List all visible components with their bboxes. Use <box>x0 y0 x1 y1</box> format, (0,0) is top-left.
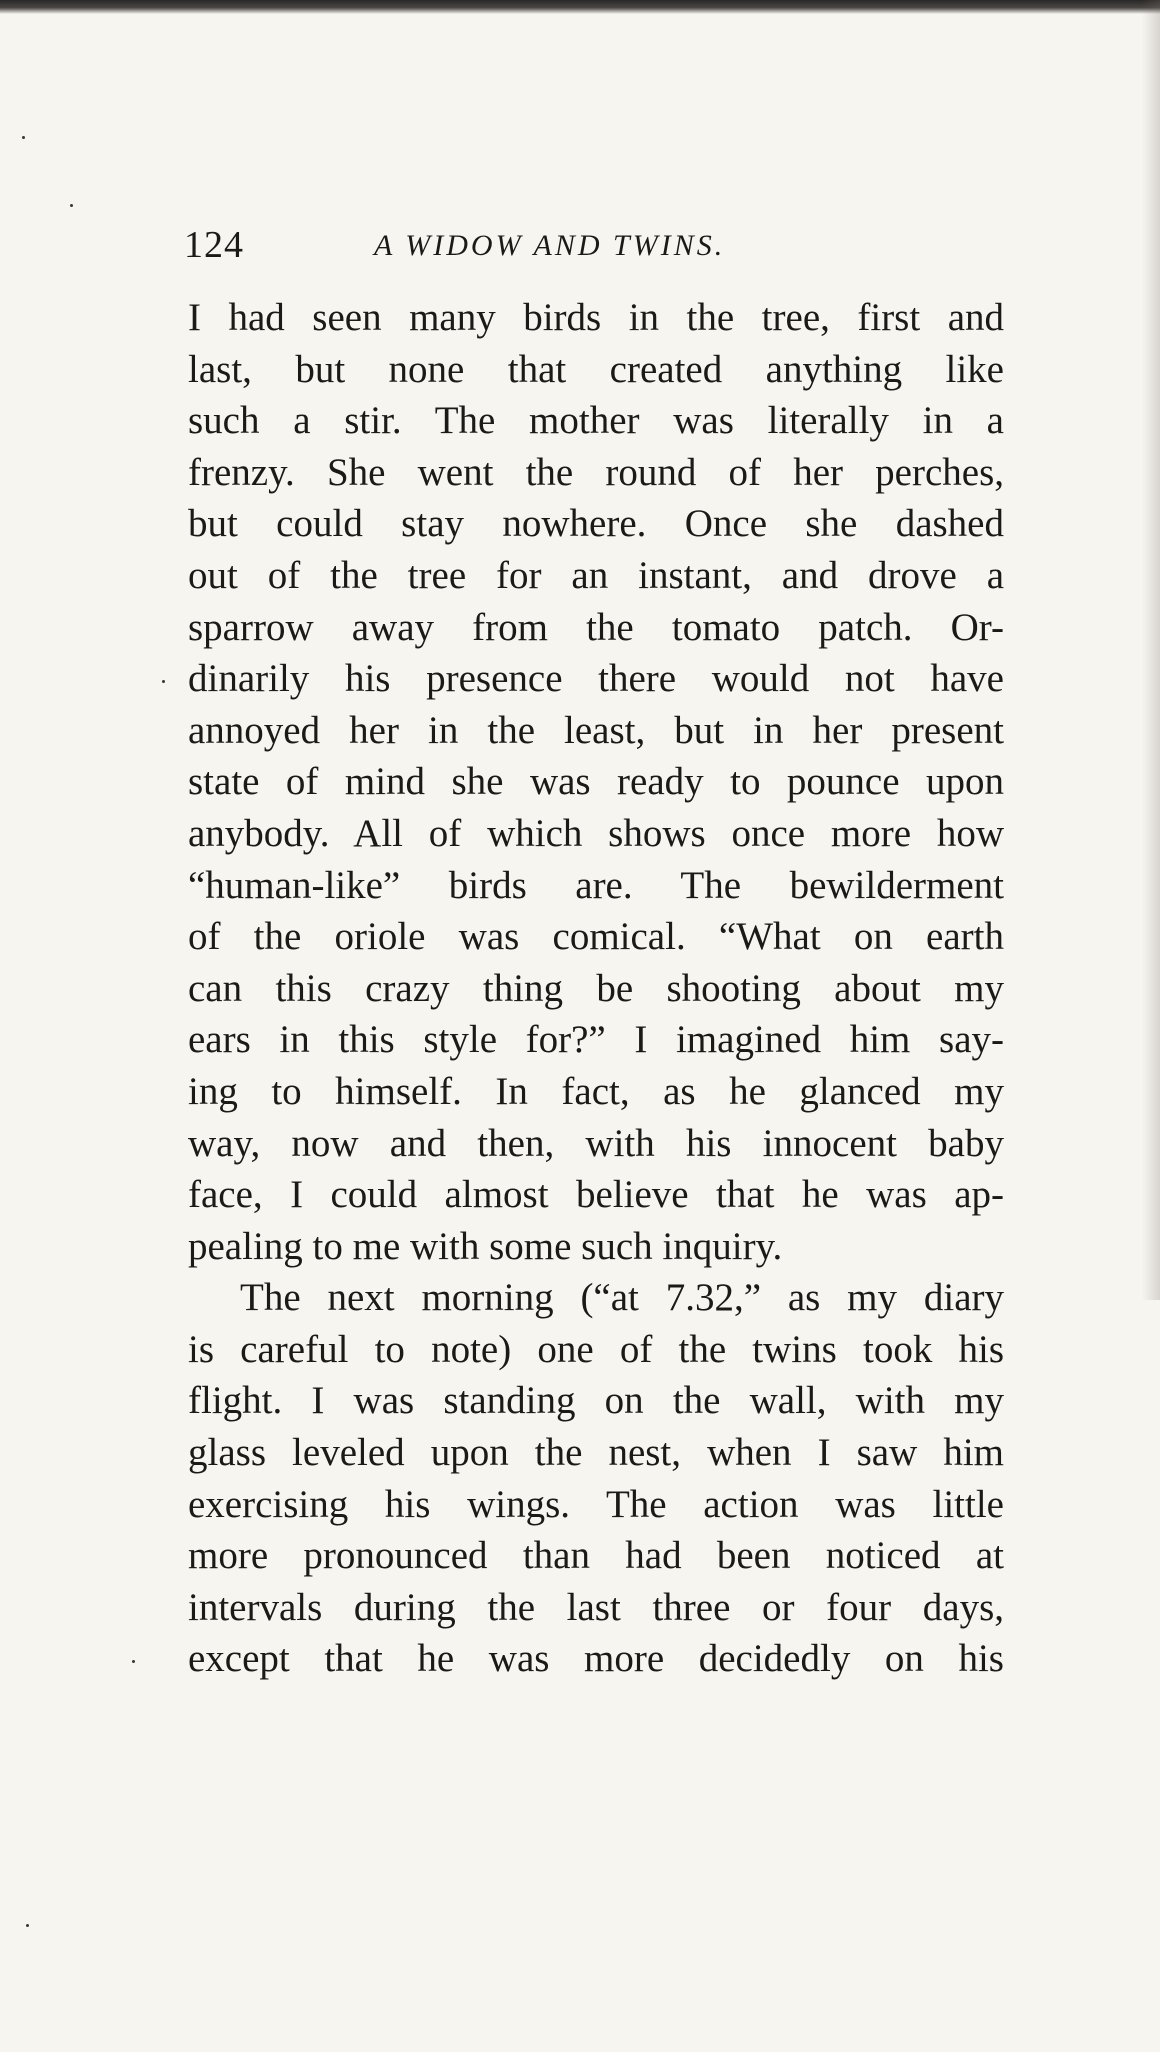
paper-speck <box>22 136 25 139</box>
text-line: more pronounced than had been noticed at <box>188 1534 1004 1578</box>
text-line: “human-like” birds are. The bewilderment <box>188 863 1004 907</box>
text-line: glass leveled upon the nest, when I saw him <box>188 1431 1004 1475</box>
paragraph-2 <box>188 1272 1004 1685</box>
text-line: ing to himself. In fact, as he glanced my <box>188 1069 1004 1113</box>
text-line: exercising his wings. The action was little <box>188 1482 1004 1526</box>
text-line: way, now and then, with his innocent baby <box>188 1121 1004 1165</box>
page-top-edge-shadow <box>0 0 1160 14</box>
text-line: annoyed her in the least, but in her present <box>188 708 1004 752</box>
text-line: except that he was more decidedly on his <box>188 1637 1004 1681</box>
text-line: anybody. All of which shows once more how <box>188 811 1004 855</box>
text-line: out of the tree for an instant, and drove a <box>188 553 1004 597</box>
text-line: ears in this style for?” I imagined him say- <box>188 1018 1004 1062</box>
text-line: pealing to me with some such inquiry. <box>188 1224 783 1268</box>
text-line: is careful to note) one of the twins took his <box>188 1327 1004 1371</box>
text-line: I had seen many birds in the tree, first and <box>188 296 1004 339</box>
text-line: last, but none that created anything like <box>188 347 1004 391</box>
text-line: intervals during the last three or four days, <box>188 1585 1004 1629</box>
text-line: face, I could almost believe that he was ap- <box>188 1173 1004 1217</box>
paper-speck <box>70 204 73 207</box>
page-header <box>184 222 1004 268</box>
text-line: state of mind she was ready to pounce upon <box>188 760 1004 804</box>
text-line: sparrow away from the tomato patch. Or- <box>188 605 1004 649</box>
running-title: A WIDOW AND TWINS. <box>374 229 726 262</box>
text-line: can this crazy thing be shooting about my <box>188 966 1004 1010</box>
paper-speck <box>162 680 165 683</box>
text-line: dinarily his presence there would not have <box>188 657 1004 701</box>
page-number: 124 <box>184 224 244 266</box>
text-line: The next morning (“at 7.32,” as my diary <box>240 1276 1004 1320</box>
text-line: but could stay nowhere. Once she dashed <box>188 502 1004 546</box>
page-right-edge-shadow <box>1142 0 1160 1300</box>
text-line: such a stir. The mother was literally in a <box>188 399 1004 443</box>
text-line: of the oriole was comical. “What on earth <box>188 915 1004 959</box>
body-text <box>188 292 1004 1685</box>
paper-speck <box>26 1924 29 1927</box>
paragraph-1 <box>188 292 1004 1272</box>
text-line: flight. I was standing on the wall, with my <box>188 1379 1004 1423</box>
paper-speck <box>132 1660 135 1663</box>
text-line: frenzy. She went the round of her perches, <box>188 450 1004 494</box>
